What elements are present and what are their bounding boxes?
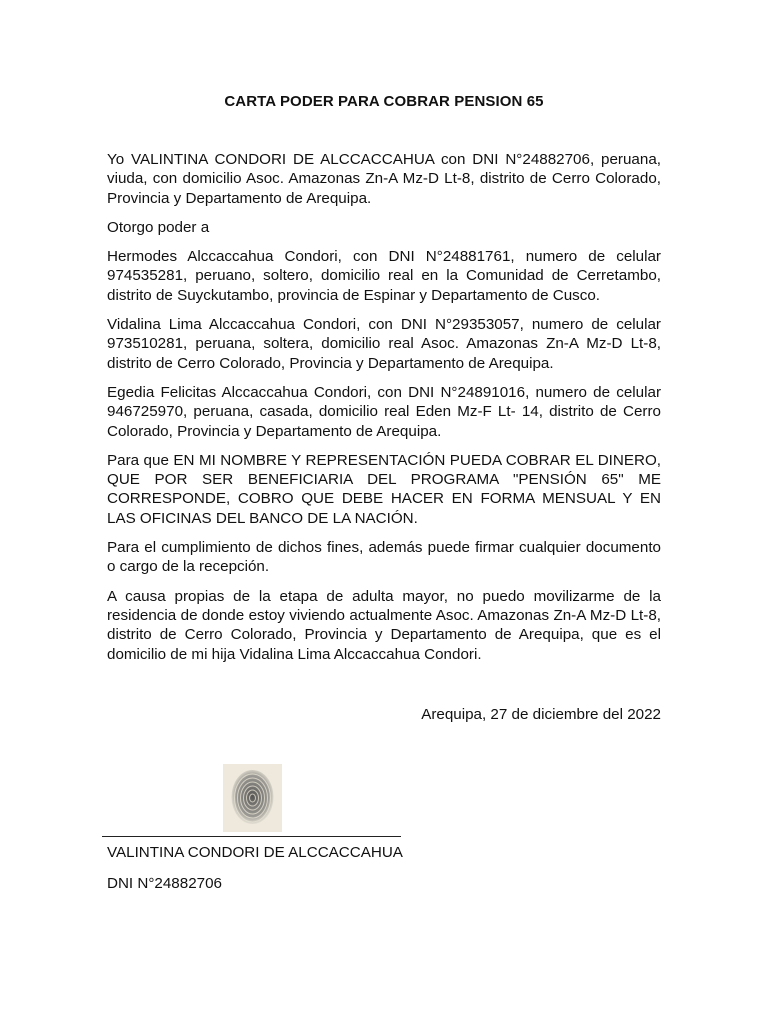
signatory-dni: DNI N°24882706 [107,875,222,892]
document-title: CARTA PODER PARA COBRAR PENSION 65 [224,93,544,110]
date-line: Arequipa, 27 de diciembre del 2022 [421,706,661,723]
signature-line [102,836,401,837]
paragraph-additional-powers: Para el cumplimiento de dichos fines, además puede firmar cualquier documento o cargo de la recepción. [107,539,661,576]
paragraph-grantor: Yo VALINTINA CONDORI DE ALCCACCAHUA con DNI N°24882706, peruana, viuda, con domicilio Asoc. Amazonas Zn-A Mz-D Lt-8, distrito de Cerro Colorado, Provincia y Departamento de Arequipa. [107,151,661,207]
paragraph-attorney-3: Egedia Felicitas Alccaccahua Condori, con DNI N°24891016, numero de celular 946725970, peruana, casada, domicilio real Eden Mz-F Lt- 14, distrito de Cerro Colorado, Provincia y Departamento de Arequipa. [107,383,661,440]
paragraph-attorney-2: Vidalina Lima Alccaccahua Condori, con DNI N°29353057, numero de celular 973510281, peruana, soltera, domicilio real Asoc. Amazonas Zn-A Mz-D Lt-8, distrito de Cerro Colorado, Provincia y Departamento de Arequipa. [107,316,661,372]
paragraph-attorney-1: Hermodes Alccaccahua Condori, con DNI N°24881761, numero de celular 974535281, peruano, soltero, domicilio real en la Comunidad de Cerretambo, distrito de Suyckutambo, provincia de Espinar y Departamento de Cusco. [107,248,661,304]
paragraph-grant-intro: Otorgo poder a [107,218,210,236]
fingerprint-icon [223,764,282,832]
paragraph-purpose: Para que EN MI NOMBRE Y REPRESENTACIÓN PUEDA COBRAR EL DINERO, QUE POR SER BENEFICIARIA DEL PROGRAMA "PENSIÓN 65" ME CORRESPONDE, COBRO QUE DEBE HACER EN FORMA MENSUAL Y EN LAS OFICINAS DEL BANCO DE LA NACIÓN. [107,451,661,527]
document-body [107,150,661,674]
signatory-name: VALINTINA CONDORI DE ALCCACCAHUA [107,844,403,861]
paragraph-reason: A causa propias de la etapa de adulta mayor, no puedo movilizarme de la residencia de donde estoy viviendo actualmente Asoc. Amazonas Zn-A Mz-D Lt-8, distrito de Cerro Colorado, Provincia y Departamento de Arequipa, que es el domicilio de mi hija Vidalina Lima Alccaccahua Condori. [107,587,661,663]
